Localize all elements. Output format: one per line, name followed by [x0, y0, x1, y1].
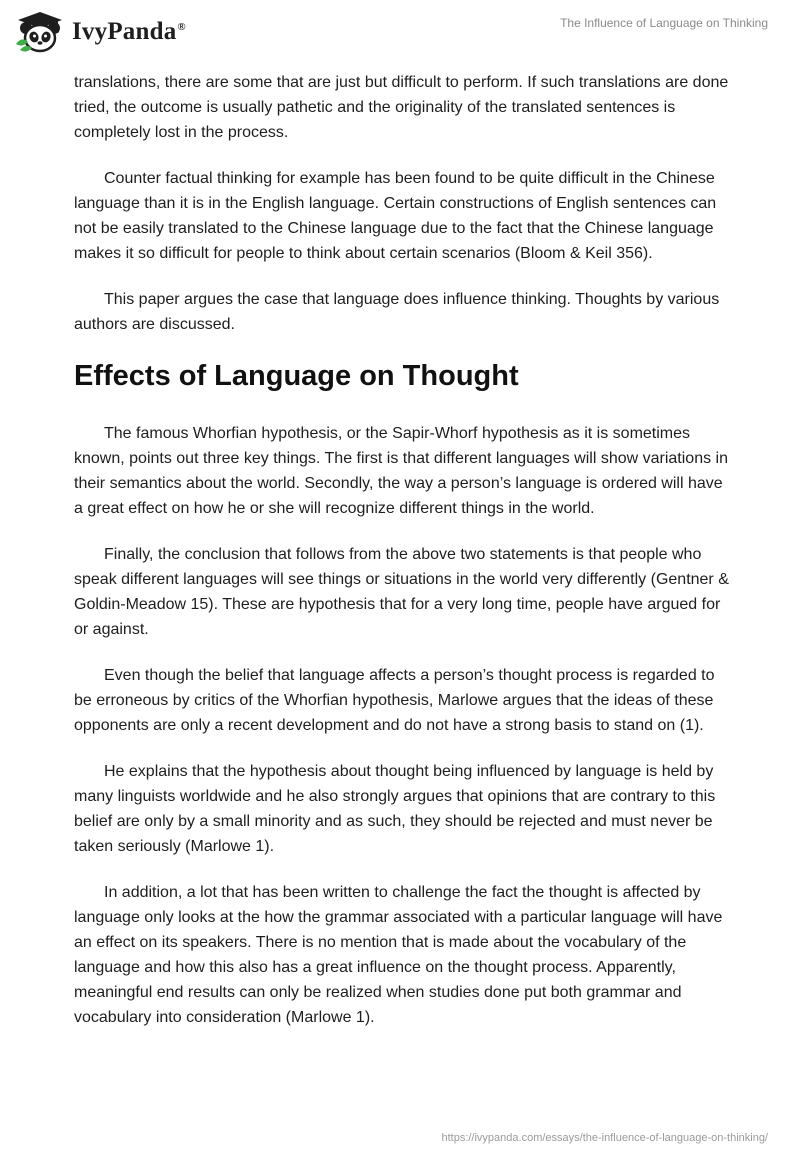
paragraph: This paper argues the case that language does influence thinking. Thoughts by various authors are discussed.: [74, 291, 720, 333]
document-title: The Influence of Language on Thinking: [560, 16, 768, 30]
ivypanda-logo[interactable]: [14, 10, 186, 54]
panda-graduate-icon: [14, 10, 66, 54]
paragraph: Even though the belief that language affects a person’s thought process is regarded to be erroneous by critics of the Whorfian hypothesis, Marlowe argues that the ideas of these opponents are only a recent development and do not have a strong basis to stand on (1).: [74, 667, 715, 734]
paragraph: He explains that the hypothesis about thought being influenced by language is held by many linguists worldwide and he also strongly argues that opinions that are contrary to this belief are only by a small minority and as such, they should be rejected and must never be taken seriously (Marlowe 1).: [74, 763, 716, 855]
paragraph: The famous Whorfian hypothesis, or the Sapir-Whorf hypothesis as it is sometimes known, points out three key things. The first is that different languages will show variations in their semantics about the world. Secondly, the way a person’s language is ordered will have a great effect on how he or she will recognize different things in the world.: [74, 425, 728, 517]
source-url[interactable]: https://ivypanda.com/essays/the-influence-of-language-on-thinking/: [441, 1132, 768, 1144]
page-header: [0, 0, 800, 64]
paragraph-continued: translations, there are some that are just but difficult to perform. If such translations are done tried, the outcome is usually pathetic and the originality of the translated sentences is completely lost in the process.: [74, 74, 729, 141]
paragraph: Counter factual thinking for example has been found to be quite difficult in the Chinese language than it is in the English language. Certain constructions of English sentences can not be easily translated to the Chinese language due to the fact that the Chinese language makes it so difficult for people to think about certain scenarios (Bloom & Keil 356).: [74, 170, 717, 262]
brand-name: IvyPanda®: [72, 18, 186, 45]
section-heading: Effects of Language on Thought: [74, 360, 519, 392]
paragraph: In addition, a lot that has been written to challenge the fact the thought is affected by language only looks at the how the grammar associated with a particular language will have an effect on its speakers. There is no mention that is made about the vocabulary of the language and how this also has a great influence on the thought process. Apparently, meaningful end results can only be realized when studies done put both grammar and vocabulary into consideration (Marlowe 1).: [74, 884, 723, 1026]
paragraph: Finally, the conclusion that follows from the above two statements is that people who speak different languages will see things or situations in the world very differently (Gentner & Goldin-Meadow 15). These are hypothesis that for a very long time, people have argued for or against.: [74, 546, 729, 638]
essay-body: [74, 70, 734, 1051]
